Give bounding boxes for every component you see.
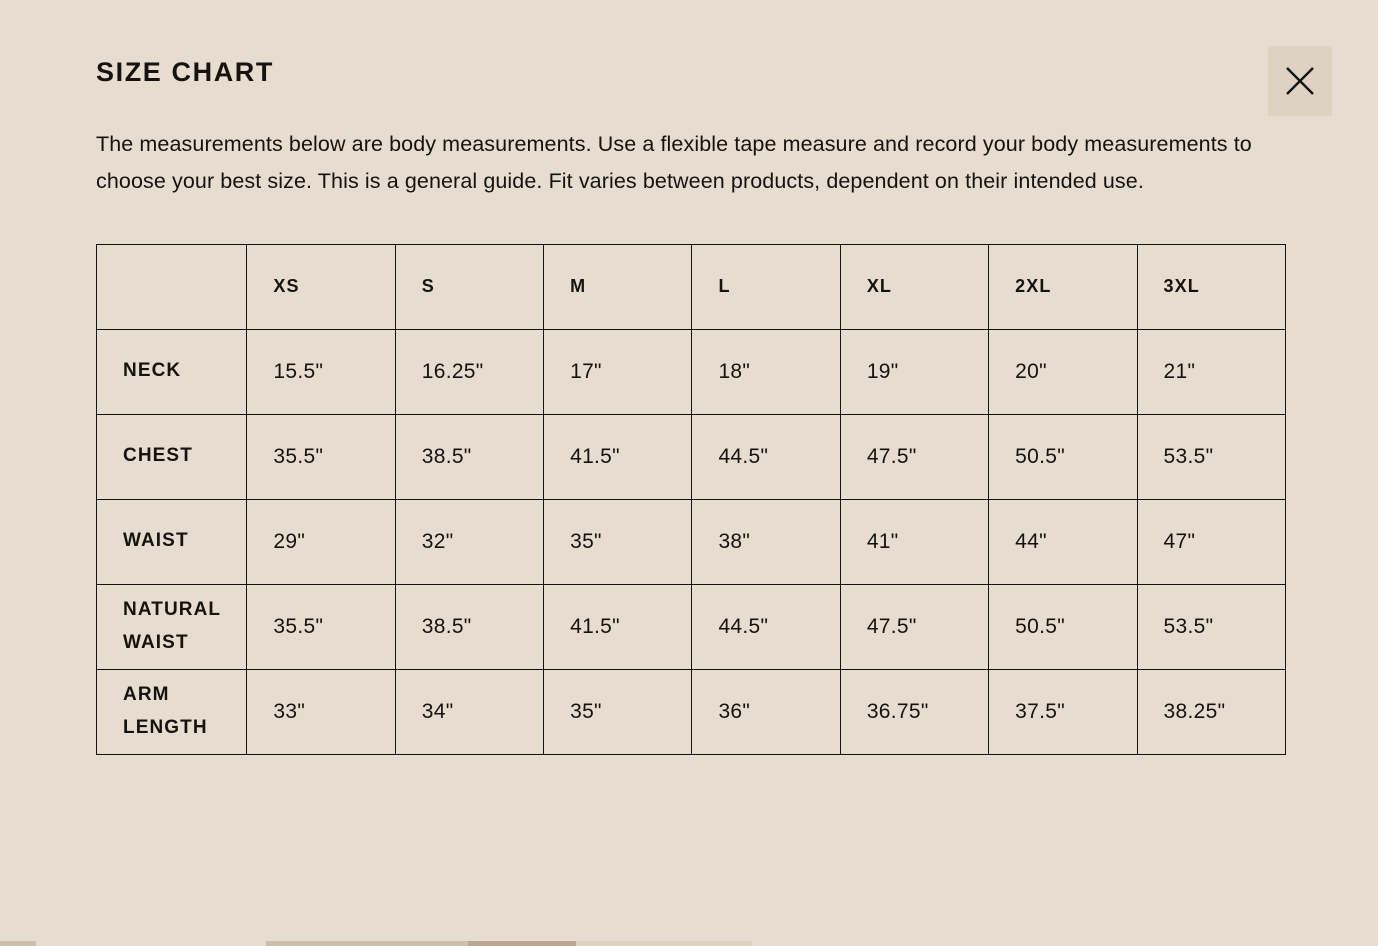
cell-natural-waist-m: 41.5" (544, 584, 692, 669)
strip-segment (266, 941, 468, 946)
column-header-3xl: 3XL (1137, 244, 1285, 329)
cell-arm-length-3xl: 38.25" (1137, 669, 1285, 754)
column-header-l: L (692, 244, 840, 329)
cell-natural-waist-l: 44.5" (692, 584, 840, 669)
cell-neck-3xl: 21" (1137, 329, 1285, 414)
cell-chest-2xl: 50.5" (989, 414, 1137, 499)
cell-arm-length-2xl: 37.5" (989, 669, 1137, 754)
cell-waist-s: 32" (395, 499, 543, 584)
cell-neck-xl: 19" (840, 329, 988, 414)
table-row (97, 414, 1286, 499)
intro-text: The measurements below are body measurements. Use a flexible tape measure and record your body measurements to choose your best size. This is a general guide. Fit varies between products, dependent on their intended use. (96, 132, 1252, 193)
cell-natural-waist-2xl: 50.5" (989, 584, 1137, 669)
cell-natural-waist-xs: 35.5" (247, 584, 395, 669)
table-row (97, 499, 1286, 584)
cell-waist-2xl: 44" (989, 499, 1137, 584)
cell-chest-xs: 35.5" (247, 414, 395, 499)
column-header-m: M (544, 244, 692, 329)
table-corner-cell (97, 244, 247, 329)
row-label-waist: WAIST (97, 499, 247, 584)
cell-waist-l: 38" (692, 499, 840, 584)
cell-chest-xl: 47.5" (840, 414, 988, 499)
column-header-xs: XS (247, 244, 395, 329)
cell-chest-m: 41.5" (544, 414, 692, 499)
column-header-2xl: 2XL (989, 244, 1137, 329)
cell-waist-3xl: 47" (1137, 499, 1285, 584)
strip-segment (0, 941, 36, 946)
cell-natural-waist-3xl: 53.5" (1137, 584, 1285, 669)
cell-arm-length-xs: 33" (247, 669, 395, 754)
cell-arm-length-s: 34" (395, 669, 543, 754)
cell-neck-xs: 15.5" (247, 329, 395, 414)
cell-neck-m: 17" (544, 329, 692, 414)
row-label-natural-waist: NATURAL WAIST (97, 584, 247, 669)
page-bottom-strip (0, 930, 1378, 946)
strip-segment (576, 941, 752, 946)
cell-natural-waist-s: 38.5" (395, 584, 543, 669)
column-header-s: S (395, 244, 543, 329)
close-icon (1283, 64, 1317, 98)
cell-arm-length-m: 35" (544, 669, 692, 754)
row-label-arm-length: ARM LENGTH (97, 669, 247, 754)
cell-waist-xs: 29" (247, 499, 395, 584)
cell-chest-l: 44.5" (692, 414, 840, 499)
cell-arm-length-l: 36" (692, 669, 840, 754)
cell-neck-s: 16.25" (395, 329, 543, 414)
size-chart-table (96, 244, 1286, 755)
row-label-neck: NECK (97, 329, 247, 414)
cell-arm-length-xl: 36.75" (840, 669, 988, 754)
cell-neck-l: 18" (692, 329, 840, 414)
cell-chest-s: 38.5" (395, 414, 543, 499)
row-label-chest: CHEST (97, 414, 247, 499)
close-button[interactable] (1268, 46, 1332, 116)
cell-chest-3xl: 53.5" (1137, 414, 1285, 499)
table-row (97, 584, 1286, 669)
column-header-xl: XL (840, 244, 988, 329)
cell-waist-xl: 41" (840, 499, 988, 584)
table-header-row (97, 244, 1286, 329)
page-title: SIZE CHART (96, 57, 274, 87)
strip-segment (468, 941, 576, 946)
cell-neck-2xl: 20" (989, 329, 1137, 414)
modal-header (0, 0, 1378, 88)
size-chart-table-wrapper (96, 244, 1282, 755)
table-row (97, 669, 1286, 754)
cell-natural-waist-xl: 47.5" (840, 584, 988, 669)
cell-waist-m: 35" (544, 499, 692, 584)
table-row (97, 329, 1286, 414)
